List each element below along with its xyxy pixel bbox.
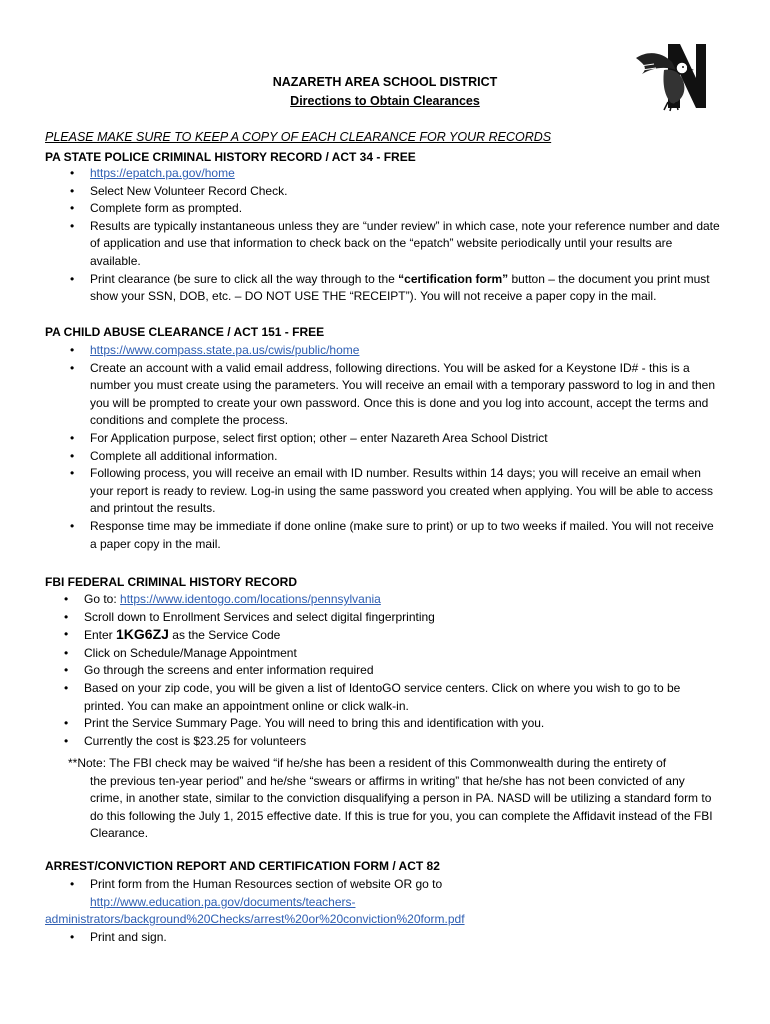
note-first-line: **Note: The FBI check may be waived “if he/she has been a resident of this Commonwealth during the entirety of	[68, 756, 667, 770]
list-item: • For Application purpose, select first option; other – enter Nazareth Area School District	[70, 430, 720, 448]
print-text: Print clearance (be sure to click all the way through to the	[90, 271, 399, 286]
compass-link[interactable]: https://www.compass.state.pa.us/cwis/public/home	[90, 343, 360, 357]
print-text-rest: button – the document you print must show your SSN, DOB, etc. – DO NOT USE THE “RECEIPT”). You will not receive a paper copy in the mail.	[90, 271, 710, 304]
keep-copy-notice: PLEASE MAKE SURE TO KEEP A COPY OF EACH CLEARANCE FOR YOUR RECORDS	[45, 130, 552, 144]
page-title: Directions to Obtain Clearances	[290, 94, 480, 108]
enter-label: Enter	[84, 628, 117, 643]
list-item: • Click on Schedule/Manage Appointment	[64, 645, 720, 663]
service-code: 1KG6ZJ	[116, 626, 169, 643]
list-item: • Print form from the Human Resources section of website OR go to	[45, 876, 735, 894]
fbi-waiver-note	[68, 755, 718, 843]
print-sign-text: Print and sign.	[90, 929, 167, 944]
epatch-link[interactable]: https://epatch.pa.gov/home	[90, 166, 235, 180]
fbi-section-heading: FBI FEDERAL CRIMINAL HISTORY RECORD	[45, 575, 298, 589]
print-form-text: Print form from the Human Resources section of website OR go to	[90, 877, 443, 891]
list-item: • Complete form as prompted.	[70, 200, 720, 218]
list-item: • Following process, you will receive an email with ID number. Results within 14 days; you will receive an email when your report is ready to review. Log-in using the same password you created when applying. You will be able to access and printout the results.	[70, 465, 720, 518]
list-item: • Print and sign.	[45, 929, 735, 947]
list-item: • Complete all additional information.	[70, 448, 720, 466]
list-item: • Scroll down to Enrollment Services and select digital fingerprinting	[64, 609, 720, 627]
child-section-heading: PA CHILD ABUSE CLEARANCE / ACT 151 - FREE	[45, 325, 325, 339]
identogo-link[interactable]: https://www.identogo.com/locations/pennsylvania	[120, 592, 381, 606]
list-item: • Create an account with a valid email address, following directions. You will be asked for a Keystone ID# - this is a number you must create using the parameters. You will receive an email with a temporary password to log in and then you will be prompted to create your own password. Once this is done and you log into account, accept the terms and conditions and complete the process.	[70, 360, 720, 430]
goto-label: Go to:	[84, 592, 121, 606]
enter-suffix: as the Service Code	[168, 628, 281, 643]
fbi-list	[64, 591, 720, 750]
list-item	[64, 591, 720, 609]
act82-section-heading: ARREST/CONVICTION REPORT AND CERTIFICATION FORM / ACT 82	[45, 859, 440, 873]
list-item: • Currently the cost is $23.25 for volunteers	[64, 733, 720, 751]
police-section-heading: PA STATE POLICE CRIMINAL HISTORY RECORD / ACT 34 - FREE	[45, 150, 416, 164]
list-item	[64, 626, 720, 645]
list-item	[70, 271, 720, 306]
police-list	[70, 165, 720, 306]
list-item: • Results are typically instantaneous unless they are “under review” in which case, note your reference number and date of application and use that information to check back on the “epatch” website periodically until your results are available.	[70, 218, 720, 271]
list-item	[70, 342, 720, 360]
act82-form-link-part2[interactable]: administrators/background%20Checks/arrest%20or%20conviction%20form.pdf	[45, 912, 465, 927]
district-name: NAZARETH AREA SCHOOL DISTRICT	[272, 75, 498, 89]
list-item: • Based on your zip code, you will be given a list of IdentoGO service centers. Click on where you wish to go to be printed. You can make an appointment online or click walk-in.	[64, 680, 720, 715]
list-item	[70, 165, 720, 183]
act82-form-link-part1[interactable]: http://www.education.pa.gov/documents/teachers-	[90, 894, 356, 909]
note-body: the previous ten-year period” and he/she “swears or affirms in writing” that he/she has not been convicted of any crime, in another state, similar to the conviction disqualifying a person in PA. NASD will be utilizing a standard form to do this following the July 1, 2015 effective date. If this is true for you, you can complete the Affidavit instead of the FBI Clearance.	[90, 773, 713, 841]
act82-content	[45, 876, 735, 946]
list-item: • Select New Volunteer Record Check.	[70, 183, 720, 201]
list-item: • Go through the screens and enter information required	[64, 662, 720, 680]
certification-form-text: “certification form”	[398, 271, 509, 286]
list-item: • Print the Service Summary Page. You will need to bring this and identification with you.	[64, 715, 720, 733]
list-item: • Response time may be immediate if done online (make sure to print) or up to two weeks if mailed. You will not receive a paper copy in the mail.	[70, 518, 720, 553]
child-list	[70, 342, 720, 553]
